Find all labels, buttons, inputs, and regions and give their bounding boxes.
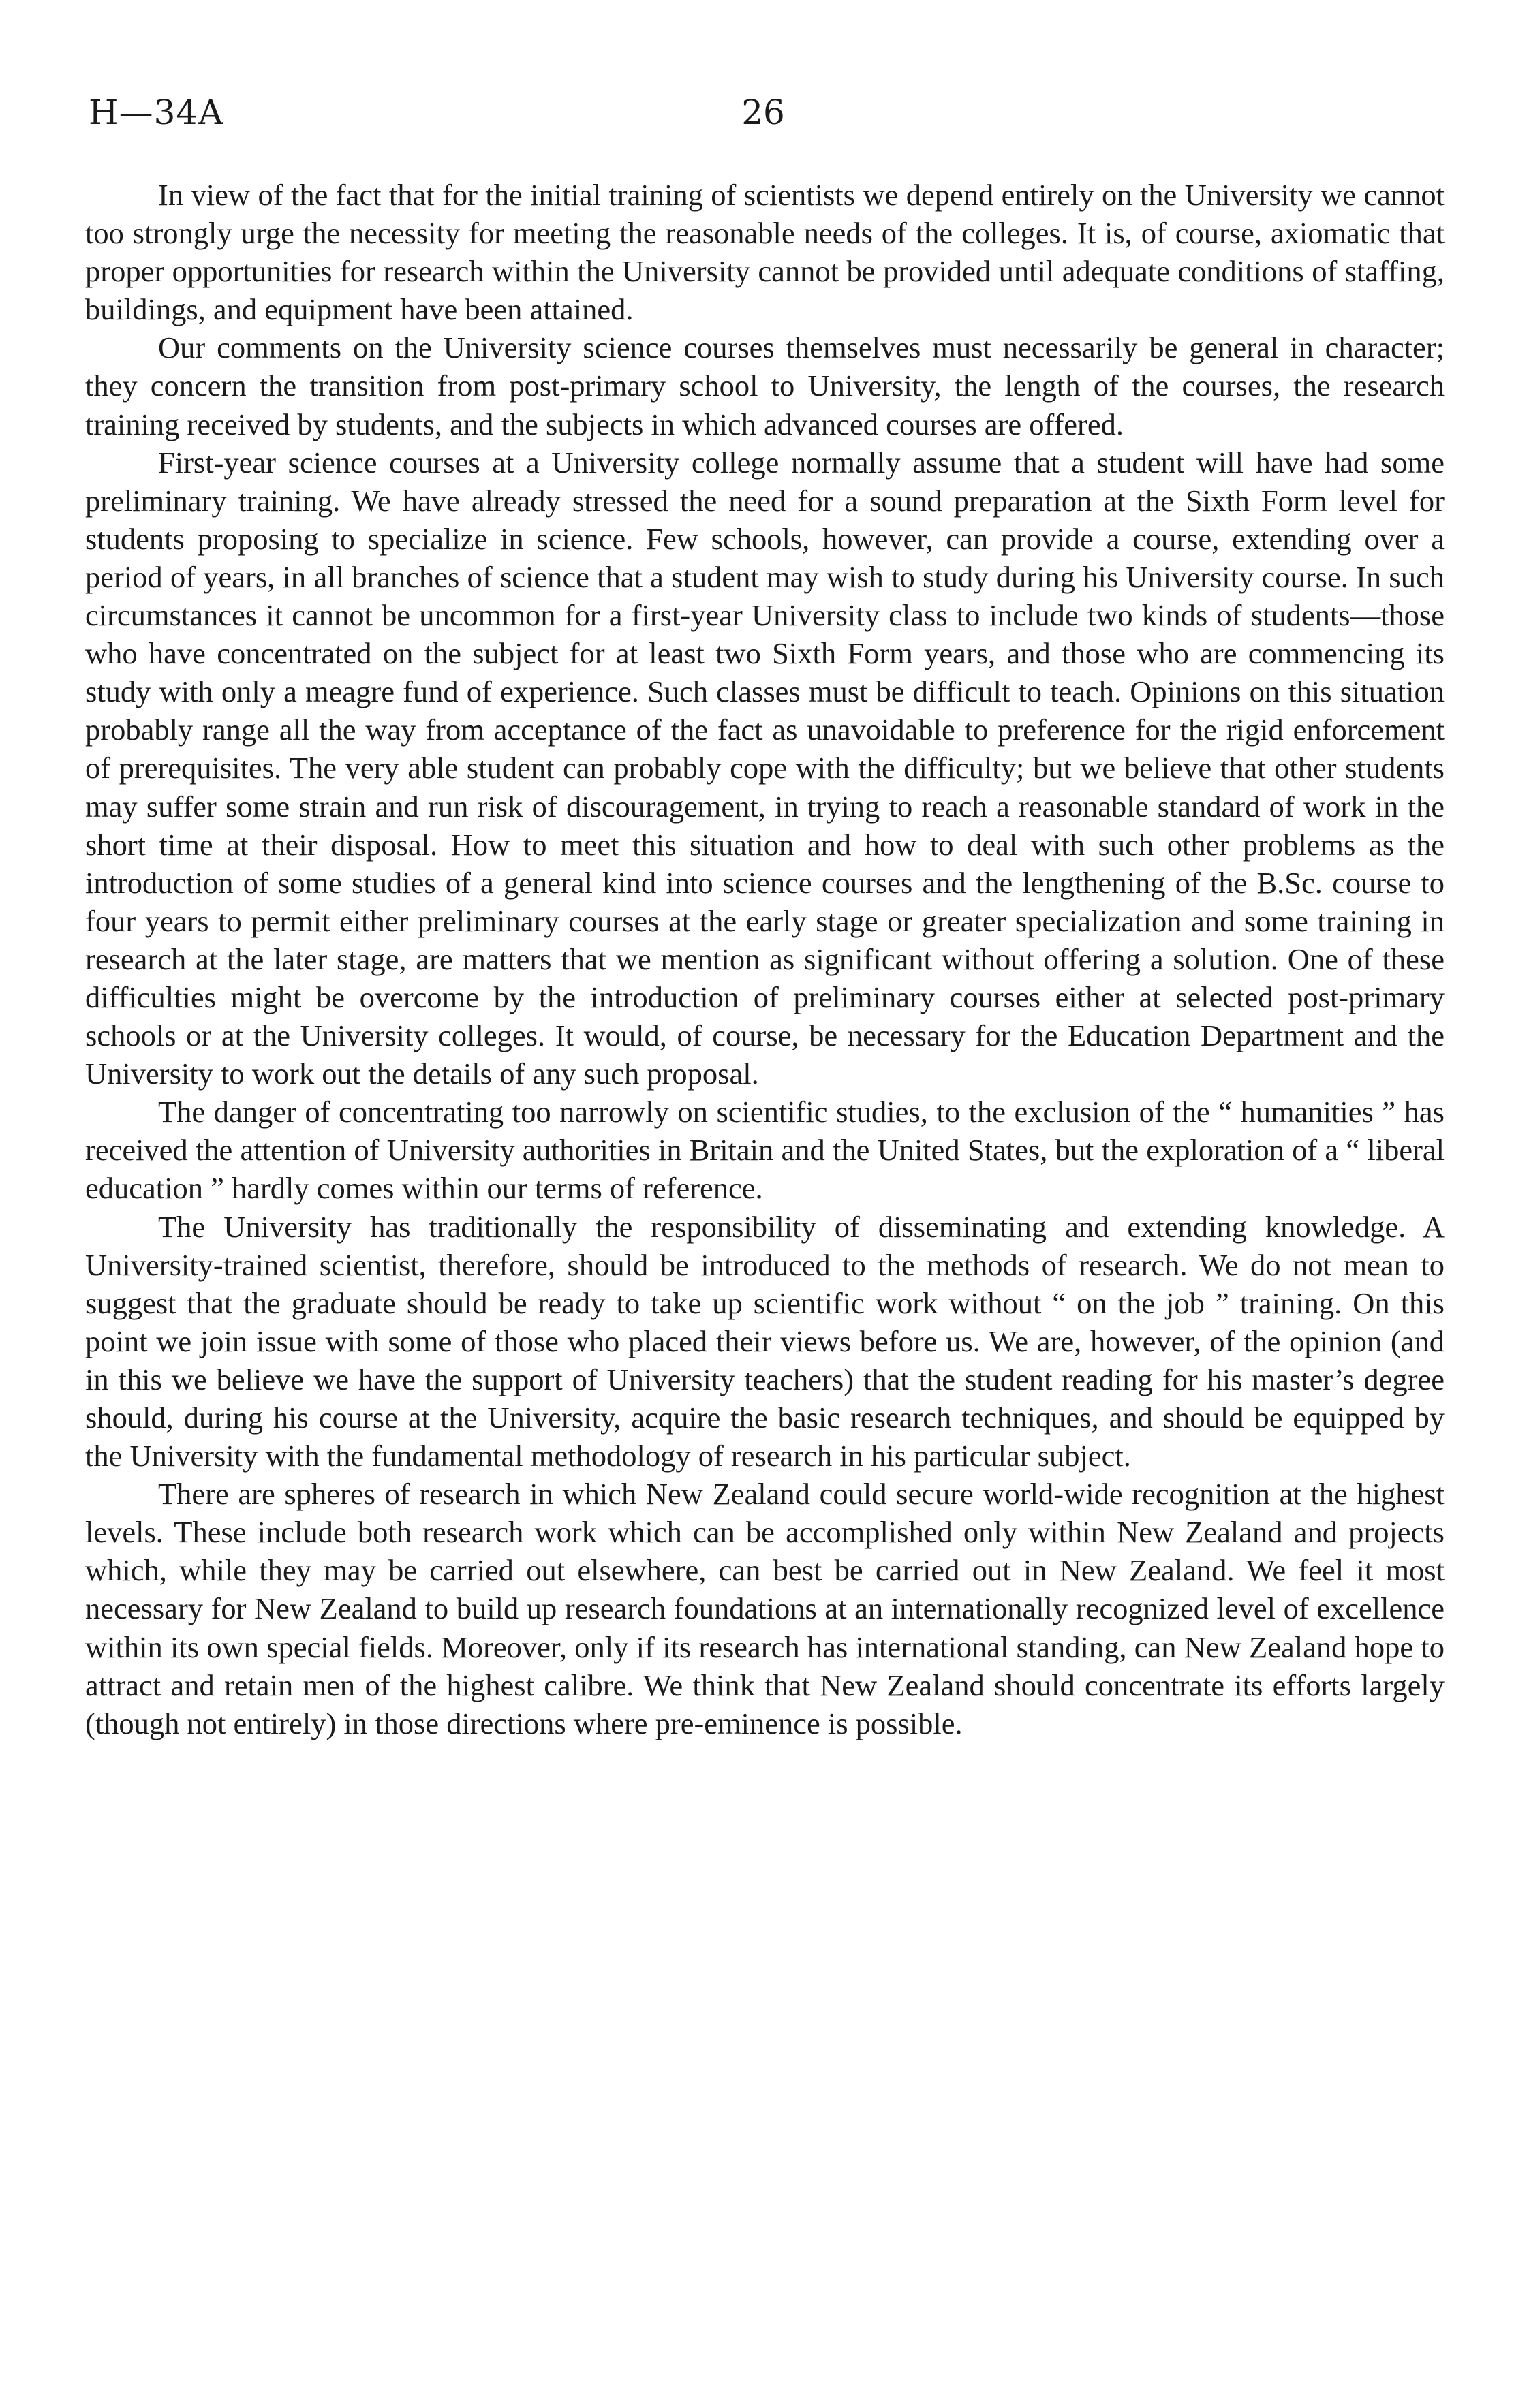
paragraph-research-methods: The University has traditionally the responsibility of disseminating and extending knowledge. A University-trained scientist, therefore, should be introduced to the methods of research. We do not mean to suggest that the graduate should be ready to take up scientific work without “ on the job ” training. On this point we join issue with some of those who placed their views before us. We are, however, of the opinion (and in this we believe we have the support of University teachers) that the student reading for his master’s degree should, during his course at the University, acquire the basic research techniques, and should be equipped by the University with the fundamental methodology of research in his particular subject. [85,1209,1445,1473]
document-code: H—34A [89,93,224,132]
paragraph-research-spheres: There are spheres of research in which New Zealand could secure world-wide recognition at the highest levels. These include both research work which can be accomplished only within New Zealand and projects which, while they may be carried out elsewhere, can best be carried out in New Zealand. We feel it most necessary for New Zealand to build up research foundations at an internationally recognized level of excellence within its own special fields. Moreover, only if its research has international standing, can New Zealand hope to attract and retain men of the highest calibre. We think that New Zealand should concentrate its efforts largely (though not entirely) in those directions where pre-eminence is possible. [85,1477,1445,1740]
paragraph-first-year-courses: First-year science courses at a University college normally assume that a student will have had some preliminary training. We have already stressed the need for a sound preparation at the Sixth Form level for students proposing to specialize in science. Few schools, however, can provide a course, extending over a period of years, in all branches of science that a student may wish to study during his University course. In such circumstances it cannot be uncommon for a first-year University class to include two kinds of students—those who have concentrated on the subject for at least two Sixth Form years, and those who are commencing its study with only a meagre fund of experience. Such classes must be difficult to teach. Opinions on this situation probably range all the way from acceptance of the fact as unavoidable to preference for the rigid enforcement of prerequisites. The very able student can probably cope with the difficulty; but we believe that other students may suffer some strain and run risk of discouragement, in trying to reach a reasonable standard of work in the short time at their disposal. How to meet this situation and how to deal with such other problems as the introduction of some studies of a general kind into science courses and the lengthening of the B.Sc. course to four years to permit either preliminary courses at the early stage or greater specialization and some training in research at the later stage, are matters that we mention as significant without offering a solution. One of these difficulties might be overcome by the introduction of preliminary courses either at selected post-primary schools or at the University colleges. It would, of course, be necessary for the Education Department and the University to work out the details of any such proposal. [85,445,1445,1091]
paragraph-humanities: The danger of concentrating too narrowly on scientific studies, to the exclusion of the “ humanities ” has received the attention of University authorities in Britain and the United States, but the exploration of a “ liberal education ” hardly comes within our terms of reference. [85,1095,1445,1206]
paragraph-course-comments: Our comments on the University science courses themselves must necessarily be general in character; they concern the transition from post-primary school to University, the length of the courses, the research training received by students, and the subjects in which advanced courses are offered. [85,330,1445,441]
page-header [89,89,1438,150]
body-text [85,176,1445,1742]
paragraph-university-training: In view of the fact that for the initial training of scientists we depend entirely on the University we cannot too strongly urge the necessity for meeting the reasonable needs of the colleges. It is, of course, axiomatic that proper opportunities for research within the University cannot be provided until adequate conditions of staffing, buildings, and equipment have been attained. [85,178,1445,327]
page-number: 26 [741,93,785,132]
